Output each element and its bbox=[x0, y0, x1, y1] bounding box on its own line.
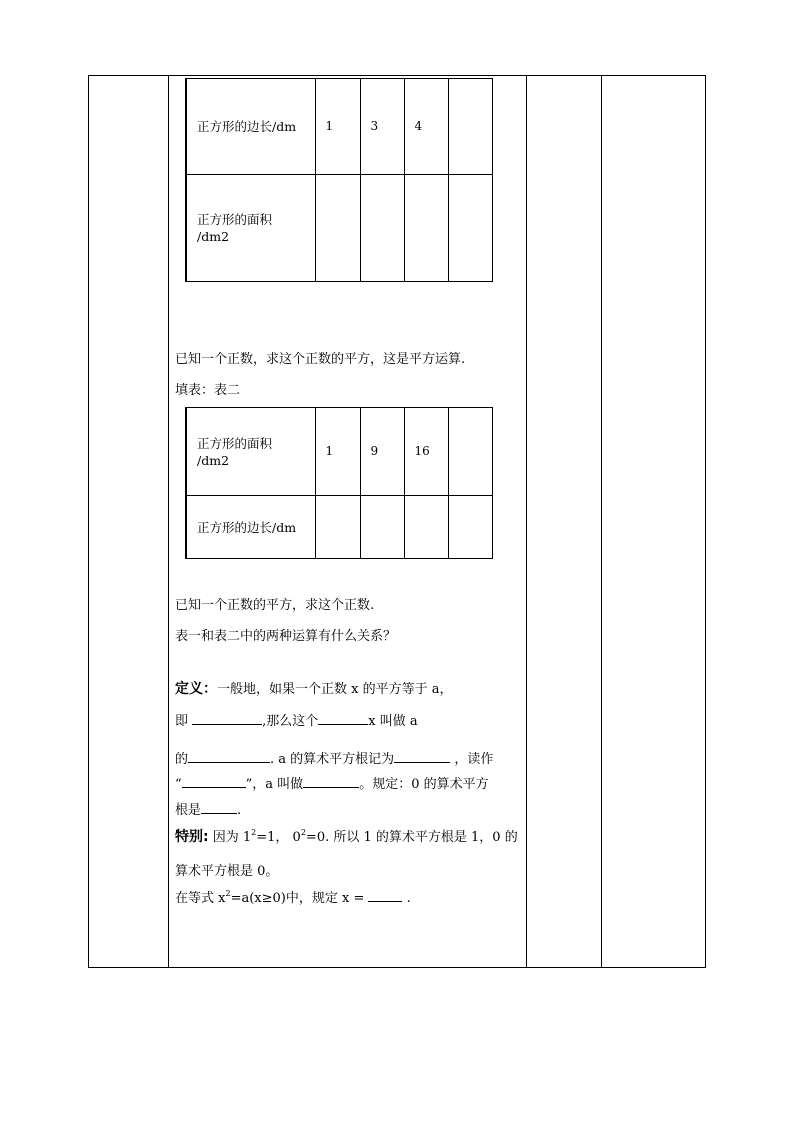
special-heading: 特别: bbox=[175, 829, 209, 845]
table-row bbox=[186, 175, 492, 282]
cell-line: /dm2 bbox=[197, 452, 230, 468]
definition-line bbox=[175, 749, 493, 768]
paragraph: 已知一个正数，求这个正数的平方，这是平方运算. bbox=[175, 352, 466, 367]
cell-line: 正方形的面积 bbox=[197, 212, 273, 227]
table-cell bbox=[186, 175, 315, 282]
table-cell bbox=[448, 175, 492, 282]
fill-blank bbox=[182, 774, 246, 788]
text-span: =a(x≥0)中，规定 x = bbox=[230, 891, 365, 906]
text-span: 的 bbox=[175, 752, 189, 767]
table-cell bbox=[448, 79, 492, 175]
table-cell: 9 bbox=[360, 408, 404, 496]
table-cell bbox=[315, 175, 360, 282]
text-span: . bbox=[406, 891, 411, 906]
superscript: 2 bbox=[251, 827, 257, 837]
paragraph: 填表：表二 bbox=[175, 383, 241, 398]
table-row bbox=[186, 408, 492, 496]
column-divider-2 bbox=[526, 76, 527, 967]
text-span: ”，a 叫做 bbox=[245, 777, 304, 792]
text-span: . bbox=[237, 803, 242, 818]
fill-blank bbox=[192, 711, 262, 725]
table-cell bbox=[186, 408, 315, 496]
special-line: 算术平方根是 0。 bbox=[175, 864, 279, 879]
definition-heading: 定义： bbox=[175, 681, 217, 697]
text-span: “ bbox=[175, 777, 182, 792]
table-cell bbox=[404, 175, 448, 282]
fill-blank bbox=[188, 749, 270, 763]
lesson-content bbox=[169, 76, 526, 967]
fill-blank bbox=[303, 774, 359, 788]
text-span: x 叫做 a bbox=[368, 714, 418, 729]
definition-line bbox=[175, 800, 241, 819]
special-line bbox=[175, 888, 411, 907]
definition-line bbox=[175, 681, 452, 698]
text-span: 即 bbox=[175, 714, 189, 729]
table-cell bbox=[315, 496, 360, 559]
table-cell bbox=[360, 175, 404, 282]
text-span: =1， 0 bbox=[256, 830, 301, 845]
definition-line bbox=[175, 774, 489, 793]
fill-blank bbox=[318, 711, 368, 725]
cell-line: /dm2 bbox=[197, 229, 230, 244]
text-span: 。规定：0 的算术平方 bbox=[359, 777, 489, 792]
text-span: 在等式 x bbox=[175, 891, 226, 906]
superscript: 2 bbox=[300, 827, 306, 837]
fill-blank bbox=[201, 800, 237, 814]
column-divider-3 bbox=[601, 76, 602, 967]
table-cell: 16 bbox=[404, 408, 448, 496]
table-cell: 1 bbox=[315, 408, 360, 496]
table-cell bbox=[448, 496, 492, 559]
table-cell: 3 bbox=[360, 79, 404, 175]
table-cell bbox=[404, 496, 448, 559]
table-cell: 正方形的边长/dm bbox=[186, 79, 315, 175]
fill-blank bbox=[394, 749, 450, 763]
table-two bbox=[185, 407, 493, 559]
text-span: =0. 所以 1 的算术平方根是 1，0 的 bbox=[305, 830, 518, 845]
text-span: 根是 bbox=[175, 803, 202, 818]
text-span: 一般地，如果一个正数 x 的平方等于 a， bbox=[217, 682, 453, 697]
paragraph: 已知一个正数的平方，求这个正数. bbox=[175, 598, 375, 613]
special-line bbox=[175, 829, 518, 846]
table-one bbox=[185, 78, 493, 282]
table-cell bbox=[360, 496, 404, 559]
text-span: ，读作 bbox=[454, 752, 494, 767]
superscript: 2 bbox=[225, 888, 231, 898]
table-cell: 正方形的边长/dm bbox=[186, 496, 315, 559]
fill-blank bbox=[368, 888, 402, 902]
text-span: . a 的算术平方根记为 bbox=[270, 752, 395, 767]
cell-line: 正方形的面积 bbox=[197, 435, 273, 451]
table-cell: 4 bbox=[404, 79, 448, 175]
table-cell bbox=[448, 408, 492, 496]
table-row bbox=[186, 496, 492, 559]
definition-line bbox=[175, 711, 418, 730]
table-cell: 1 bbox=[315, 79, 360, 175]
table-row bbox=[186, 79, 492, 175]
lesson-plan-frame bbox=[88, 75, 706, 968]
paragraph: 表一和表二中的两种运算有什么关系？ bbox=[175, 629, 397, 644]
text-span: ,那么这个 bbox=[262, 714, 319, 729]
text-span: 因为 1 bbox=[212, 830, 252, 845]
